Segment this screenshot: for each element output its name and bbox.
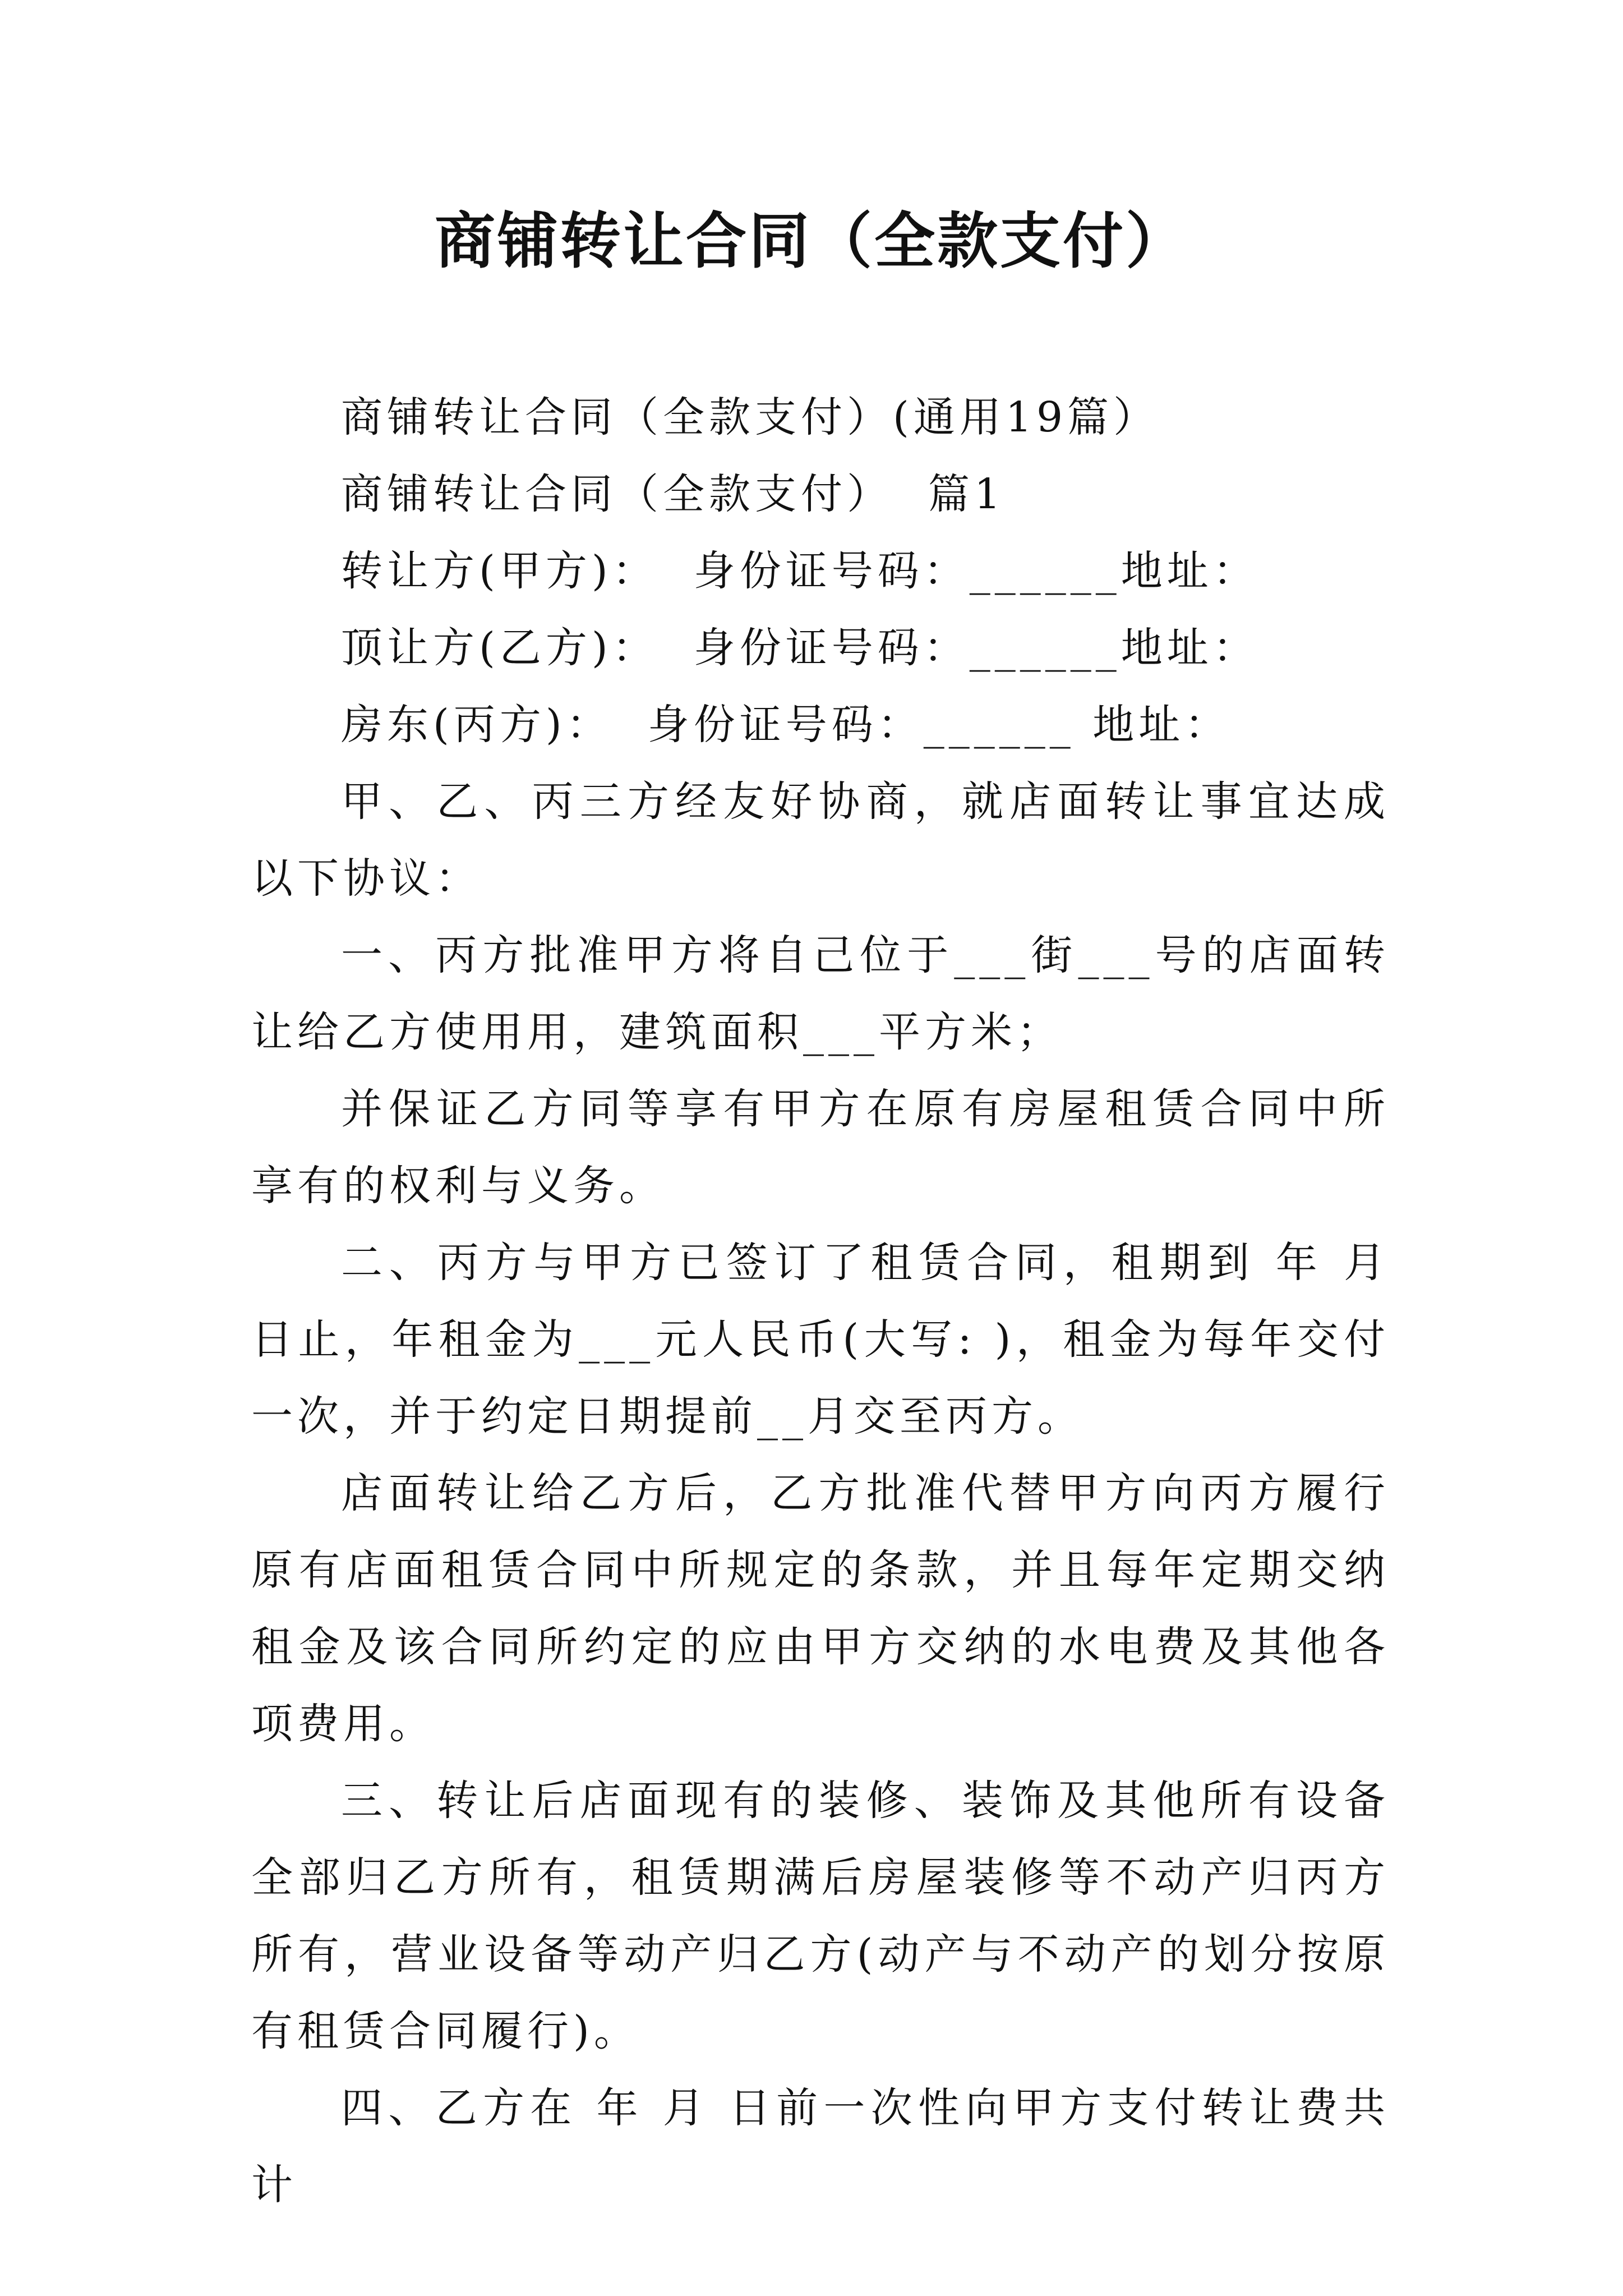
paragraph-clause-2-obligations: 店面转让给乙方后，乙方批准代替甲方向丙方履行原有店面租赁合同中所规定的条款，并且每年定期交纳租金及该合同所约定的应由甲方交纳的水电费及其他各项费用。: [251, 1469, 1390, 1748]
paragraph-clause-1: 一、丙方批准甲方将自己位于___街___号的店面转让给乙方使用用，建筑面积___平方米；: [251, 931, 1390, 1056]
paragraph-clause-4: 四、乙方在 年 月 日前一次性向甲方支付转让费共计: [251, 2084, 1390, 2209]
document-body: [251, 379, 1408, 2224]
paragraph-party-a: 转让方(甲方)： 身份证号码：______地址：: [341, 547, 1259, 595]
paragraph-preamble: 甲、乙、丙三方经友好协商，就店面转让事宜达成以下协议：: [251, 777, 1390, 903]
paragraph-collection-title: 商铺转让合同（全款支付）(通用19篇）: [341, 393, 1160, 441]
paragraph-clause-1-guarantee: 并保证乙方同等享有甲方在原有房屋租赁合同中所享有的权利与义务。: [251, 1085, 1390, 1210]
paragraph-party-b: 顶让方(乙方)： 身份证号码：______地址：: [341, 624, 1259, 672]
paragraph-party-c: 房东(丙方)： 身份证号码：______ 地址：: [341, 701, 1231, 749]
paragraph-part-heading: 商铺转让合同（全款支付） 篇1: [341, 470, 1006, 518]
document-title: 商铺转让合同（全款支付）: [434, 206, 1188, 277]
paragraph-clause-3: 三、转让后店面现有的装修、装饰及其他所有设备全部归乙方所有，租赁期满后房屋装修等不动产归丙方所有，营业设备等动产归乙方(动产与不动产的划分按原有租赁合同履行)。: [251, 1777, 1390, 2055]
paragraph-clause-2: 二、丙方与甲方已签订了租赁合同，租期到 年 月 日止，年租金为___元人民币(大写: )，租金为每年交付一次，并于约定日期提前__月交至丙方。: [251, 1239, 1408, 1441]
